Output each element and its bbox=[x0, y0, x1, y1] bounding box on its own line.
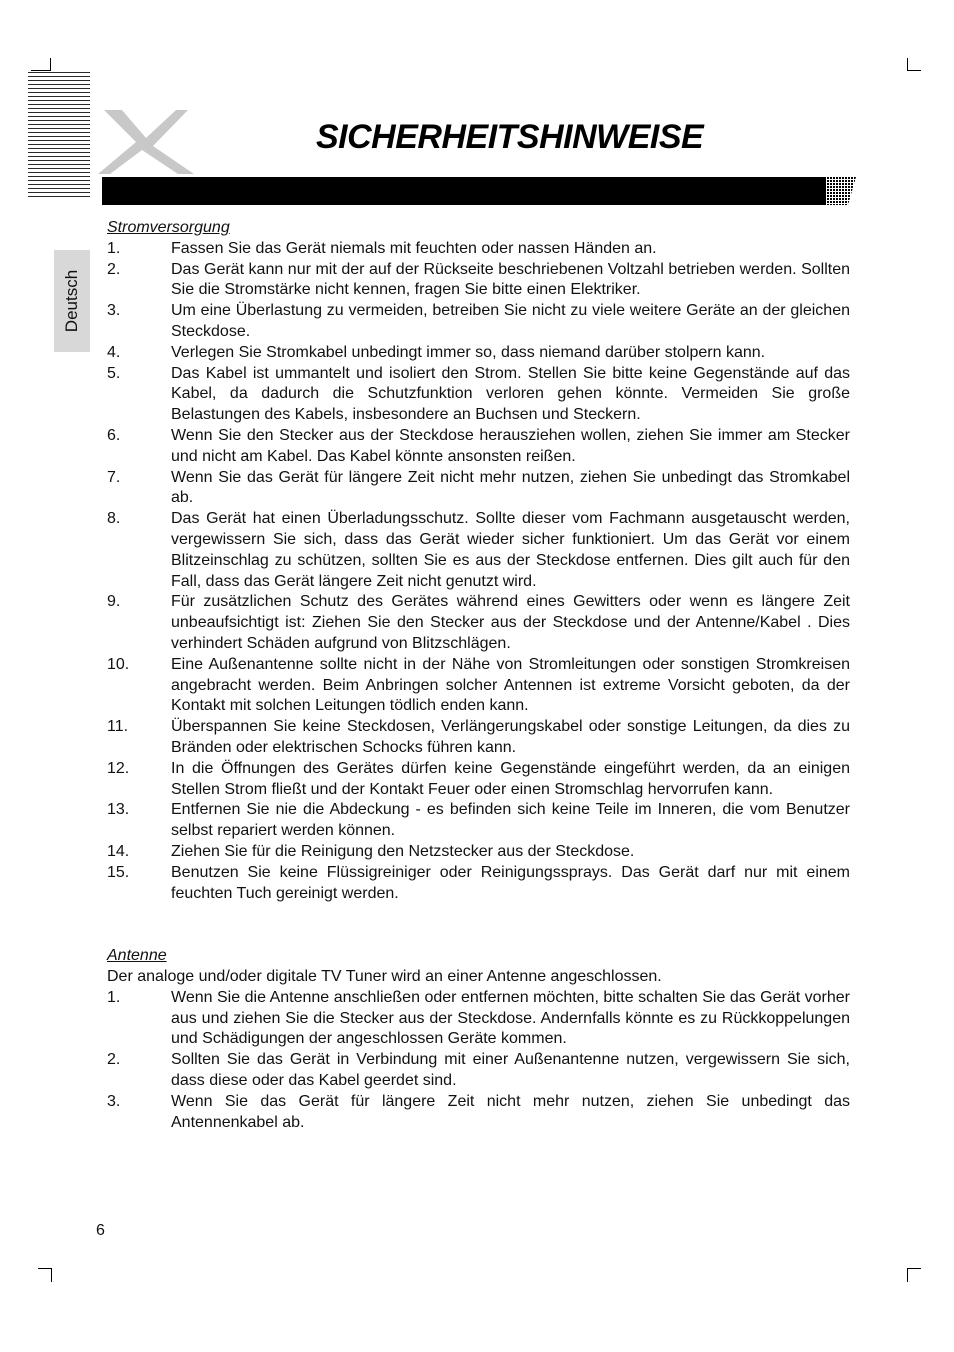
title-underline-bar bbox=[102, 177, 824, 205]
section-antenna bbox=[107, 946, 850, 1133]
list-item bbox=[107, 301, 850, 343]
list-item bbox=[107, 343, 850, 364]
page-title: SICHERHEITSHINWEISE bbox=[316, 118, 704, 156]
list-item bbox=[107, 863, 850, 905]
crop-mark-bottom-left bbox=[38, 1268, 52, 1282]
item-text: In die Öffnungen des Gerätes dürfen keine Gegenstände eingeführt werden, da an einigen Stellen Strom fließt und der Kontakt Feuer oder einen Stromschlag hervorrufen kann. bbox=[171, 759, 850, 798]
x-brand-logo-icon bbox=[96, 108, 196, 178]
list-item bbox=[107, 1050, 850, 1092]
item-text: Wenn Sie das Gerät für längere Zeit nicht mehr nutzen, ziehen Sie unbedingt das Antennenkabel ab. bbox=[171, 1092, 850, 1131]
list-item bbox=[107, 468, 850, 510]
list-item bbox=[107, 1092, 850, 1134]
list-item bbox=[107, 655, 850, 717]
item-text: Für zusätzlichen Schutz des Gerätes während eines Gewitters oder wenn es längere Zeit unbeaufsichtigt ist: Ziehen Sie den Stecker aus der Steckdose und der Antenne/Kabel . Dies verhindert Schäden aufgrund von Blitzschlägen. bbox=[171, 593, 850, 652]
language-tab-label: Deutsch bbox=[62, 269, 81, 333]
item-text: Sollten Sie das Gerät in Verbindung mit einer Außenantenne nutzen, vergewissern Sie sich, dass diese oder das Kabel geerdet sind. bbox=[171, 1051, 850, 1090]
title-bar-dot-fade bbox=[812, 177, 856, 205]
item-text: Überspannen Sie keine Steckdosen, Verlängerungskabel oder sonstige Leitungen, da dies zu Bränden oder elektrischen Schocks führen kann. bbox=[171, 718, 850, 756]
section-heading: Antenne bbox=[107, 947, 167, 965]
item-number: 12. bbox=[107, 759, 130, 777]
item-number: 3. bbox=[107, 302, 121, 320]
item-number: 8. bbox=[107, 510, 121, 528]
item-text: Das Kabel ist ummantelt und isoliert den Strom. Stellen Sie bitte keine Gegenstände auf das Kabel, da dadurch die Schutzfunktion verloren gehen könnte. Vermeiden Sie große Belastungen des Kabels, insbesondere an Buchsen und Steckern. bbox=[171, 364, 850, 424]
crop-mark-top-left bbox=[31, 58, 51, 71]
item-number: 9. bbox=[107, 593, 121, 611]
item-text: Wenn Sie die Antenne anschließen oder entfernen möchten, bitte schalten Sie das Gerät vorher aus und ziehen Sie die Stecker aus der Steckdose. Andernfalls könnte es zu Rückkoppelungen und Schädigungen der angeschlossen Geräte kommen. bbox=[171, 988, 850, 1048]
list-item bbox=[107, 426, 850, 468]
section-intro: Der analoge und/oder digitale TV Tuner wird an einer Antenne angeschlossen. bbox=[107, 968, 662, 986]
item-text: Benutzen Sie keine Flüssigreiniger oder Reinigungssprays. Das Gerät darf nur mit einem feuchten Tuch gereinigt werden. bbox=[171, 863, 850, 902]
list-item bbox=[107, 260, 850, 302]
item-number: 7. bbox=[107, 468, 121, 486]
section-power bbox=[107, 218, 850, 904]
list-item bbox=[107, 759, 850, 801]
antenna-list bbox=[107, 988, 850, 1134]
list-item bbox=[107, 800, 850, 842]
item-number: 2. bbox=[107, 260, 121, 278]
item-number: 6. bbox=[107, 426, 121, 444]
item-text: Wenn Sie das Gerät für längere Zeit nicht mehr nutzen, ziehen Sie unbedingt das Stromkabel ab. bbox=[171, 468, 850, 507]
list-item bbox=[107, 364, 850, 426]
item-text: Entfernen Sie nie die Abdeckung - es befinden sich keine Teile im Inneren, die vom Benutzer selbst repariert werden können. bbox=[171, 801, 850, 840]
item-text: Ziehen Sie für die Reinigung den Netzstecker aus der Steckdose. bbox=[171, 842, 635, 860]
crop-mark-top-right bbox=[907, 58, 921, 71]
list-item bbox=[107, 842, 850, 863]
list-item bbox=[107, 717, 850, 759]
safety-content bbox=[107, 218, 850, 1133]
item-text: Das Gerät kann nur mit der auf der Rückseite beschriebenen Voltzahl betrieben werden. Sollten Sie die Stromstärke nicht kennen, fragen Sie bitte einen Elektriker. bbox=[171, 260, 850, 299]
item-text: Fassen Sie das Gerät niemals mit feuchten oder nassen Händen an. bbox=[171, 239, 657, 257]
language-tab bbox=[54, 250, 90, 352]
item-text: Verlegen Sie Stromkabel unbedingt immer so, dass niemand darüber stolpern kann. bbox=[171, 343, 766, 361]
item-number: 5. bbox=[107, 364, 121, 382]
list-item bbox=[107, 509, 850, 592]
item-number: 11. bbox=[107, 718, 129, 736]
list-item bbox=[107, 988, 850, 1050]
item-number: 15. bbox=[107, 863, 130, 881]
item-number: 13. bbox=[107, 801, 130, 819]
power-list bbox=[107, 239, 850, 905]
item-number: 1. bbox=[107, 988, 121, 1006]
section-heading: Stromversorgung bbox=[107, 219, 230, 236]
list-item bbox=[107, 239, 850, 260]
item-text: Das Gerät hat einen Überladungsschutz. Sollte dieser vom Fachmann ausgetauscht werden, vergewissern Sie sich, dass das Gerät wieder sicher funktioniert. Um das Gerät vor einem Blitzeinschlag zu schützen, sollten Sie es aus der Steckdose entfernen. Dies gilt auch für den Fall, dass das Gerät längere Zeit nicht genutzt wird. bbox=[171, 510, 850, 590]
item-number: 3. bbox=[107, 1092, 121, 1110]
list-item bbox=[107, 592, 850, 654]
item-number: 4. bbox=[107, 343, 121, 361]
item-text: Um eine Überlastung zu vermeiden, betreiben Sie nicht zu viele weitere Geräte an der gleichen Steckdose. bbox=[171, 302, 850, 340]
item-number: 14. bbox=[107, 842, 130, 860]
page-number: 6 bbox=[96, 1222, 105, 1239]
item-number: 2. bbox=[107, 1051, 121, 1069]
item-text: Eine Außenantenne sollte nicht in der Nähe von Stromleitungen oder sonstigen Stromkreisen angebracht werden. Beim Anbringen solcher Antennen ist extreme Vorsicht geboten, da der Kontakt mit solchen Leitungen tödlich enden kann. bbox=[171, 655, 850, 715]
item-text: Wenn Sie den Stecker aus der Steckdose herausziehen wollen, ziehen Sie immer am Stecker und nicht am Kabel. Das Kabel könnte ansonsten reißen. bbox=[171, 426, 850, 465]
item-number: 10. bbox=[107, 655, 130, 673]
item-number: 1. bbox=[107, 239, 121, 257]
decorative-stripes bbox=[28, 72, 90, 200]
crop-mark-bottom-right bbox=[907, 1268, 921, 1282]
